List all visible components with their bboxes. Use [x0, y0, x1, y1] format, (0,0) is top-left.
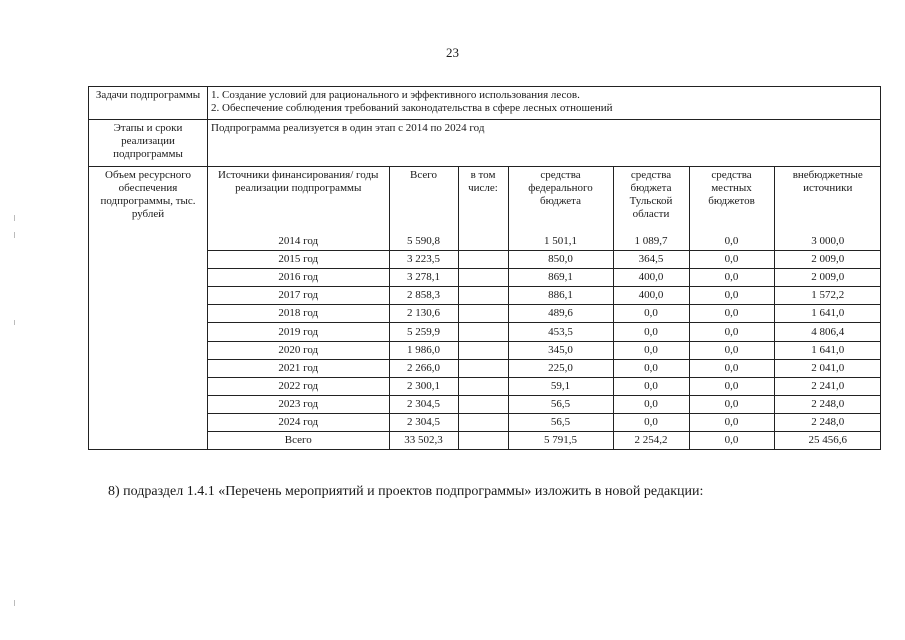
financing-row	[208, 395, 881, 413]
extra-cell: 25 456,6	[774, 432, 881, 450]
tasks-label: Задачи подпрограммы	[89, 87, 208, 120]
regional-cell: 0,0	[613, 305, 689, 323]
total-cell: 2 130,6	[389, 305, 458, 323]
header-including: в том числе:	[458, 167, 508, 233]
header-federal: средства федерального бюджета	[508, 167, 613, 233]
financing-row	[208, 233, 881, 251]
including-cell	[458, 251, 508, 269]
year-cell: 2014 год	[208, 233, 389, 251]
regional-cell: 0,0	[613, 377, 689, 395]
federal-cell: 850,0	[508, 251, 613, 269]
federal-cell: 345,0	[508, 341, 613, 359]
extra-cell: 2 248,0	[774, 413, 881, 431]
financing-row	[208, 432, 881, 450]
footer-instruction: 8) подраздел 1.4.1 «Перечень мероприятий и проектов подпрограммы» изложить в новой редакции:	[108, 484, 704, 499]
regional-cell: 0,0	[613, 359, 689, 377]
including-cell	[458, 413, 508, 431]
year-cell: 2019 год	[208, 323, 389, 341]
stages-row	[89, 120, 881, 167]
total-cell: 3 278,1	[389, 269, 458, 287]
regional-cell: 0,0	[613, 341, 689, 359]
subprogram-passport-table	[88, 86, 881, 450]
total-cell: 2 304,5	[389, 395, 458, 413]
task-line-2: 2. Обеспечение соблюдения требований законодательства в сфере лесных отношений	[211, 102, 613, 114]
regional-cell: 0,0	[613, 413, 689, 431]
year-cell: 2023 год	[208, 395, 389, 413]
federal-cell: 886,1	[508, 287, 613, 305]
local-cell: 0,0	[689, 287, 774, 305]
extra-cell: 4 806,4	[774, 323, 881, 341]
margin-mark	[14, 232, 15, 238]
financing-row	[208, 377, 881, 395]
year-cell: 2015 год	[208, 251, 389, 269]
year-cell: 2016 год	[208, 269, 389, 287]
extra-cell: 1 572,2	[774, 287, 881, 305]
extra-cell: 3 000,0	[774, 233, 881, 251]
federal-cell: 225,0	[508, 359, 613, 377]
including-cell	[458, 359, 508, 377]
total-cell: 2 300,1	[389, 377, 458, 395]
regional-cell: 400,0	[613, 269, 689, 287]
total-cell: 2 266,0	[389, 359, 458, 377]
total-cell: 1 986,0	[389, 341, 458, 359]
resources-row	[89, 167, 881, 450]
extra-cell: 1 641,0	[774, 305, 881, 323]
financing-row	[208, 287, 881, 305]
tasks-content	[208, 87, 881, 120]
year-cell: 2017 год	[208, 287, 389, 305]
page-number: 23	[446, 45, 459, 60]
including-cell	[458, 233, 508, 251]
year-cell: 2021 год	[208, 359, 389, 377]
including-cell	[458, 305, 508, 323]
regional-cell: 2 254,2	[613, 432, 689, 450]
federal-cell: 869,1	[508, 269, 613, 287]
federal-cell: 489,6	[508, 305, 613, 323]
financing-row	[208, 269, 881, 287]
header-sources: Источники финансирования/ годы реализации подпрограммы	[208, 167, 389, 233]
local-cell: 0,0	[689, 432, 774, 450]
header-total: Всего	[389, 167, 458, 233]
including-cell	[458, 395, 508, 413]
including-cell	[458, 269, 508, 287]
regional-cell: 1 089,7	[613, 233, 689, 251]
financing-table	[208, 167, 881, 449]
local-cell: 0,0	[689, 395, 774, 413]
stages-content: Подпрограмма реализуется в один этап с 2014 по 2024 год	[208, 120, 881, 167]
local-cell: 0,0	[689, 269, 774, 287]
regional-cell: 0,0	[613, 395, 689, 413]
financing-row	[208, 341, 881, 359]
total-cell: 33 502,3	[389, 432, 458, 450]
financing-row	[208, 359, 881, 377]
stages-label: Этапы и сроки реализации подпрограммы	[89, 120, 208, 167]
regional-cell: 0,0	[613, 323, 689, 341]
financing-cell	[208, 167, 881, 450]
year-cell: 2018 год	[208, 305, 389, 323]
header-extra: внебюджетные источники	[774, 167, 881, 233]
local-cell: 0,0	[689, 233, 774, 251]
header-regional: средства бюджета Тульской области	[613, 167, 689, 233]
financing-header-row	[208, 167, 881, 233]
header-local: средства местных бюджетов	[689, 167, 774, 233]
federal-cell: 1 501,1	[508, 233, 613, 251]
federal-cell: 56,5	[508, 395, 613, 413]
federal-cell: 59,1	[508, 377, 613, 395]
including-cell	[458, 341, 508, 359]
total-cell: 2 304,5	[389, 413, 458, 431]
regional-cell: 400,0	[613, 287, 689, 305]
extra-cell: 2 009,0	[774, 251, 881, 269]
extra-cell: 2 041,0	[774, 359, 881, 377]
resources-label: Объем ресурсного обеспечения подпрограммы, тыс. рублей	[89, 167, 208, 450]
margin-mark	[14, 600, 15, 606]
year-cell: 2022 год	[208, 377, 389, 395]
year-cell: Всего	[208, 432, 389, 450]
financing-row	[208, 251, 881, 269]
local-cell: 0,0	[689, 413, 774, 431]
including-cell	[458, 287, 508, 305]
total-cell: 5 259,9	[389, 323, 458, 341]
local-cell: 0,0	[689, 377, 774, 395]
federal-cell: 56,5	[508, 413, 613, 431]
financing-row	[208, 305, 881, 323]
extra-cell: 2 009,0	[774, 269, 881, 287]
extra-cell: 2 248,0	[774, 395, 881, 413]
including-cell	[458, 323, 508, 341]
local-cell: 0,0	[689, 359, 774, 377]
local-cell: 0,0	[689, 323, 774, 341]
extra-cell: 2 241,0	[774, 377, 881, 395]
including-cell	[458, 377, 508, 395]
local-cell: 0,0	[689, 305, 774, 323]
year-cell: 2024 год	[208, 413, 389, 431]
regional-cell: 364,5	[613, 251, 689, 269]
total-cell: 2 858,3	[389, 287, 458, 305]
margin-mark	[14, 320, 15, 325]
tasks-row	[89, 87, 881, 120]
margin-mark	[14, 215, 15, 221]
task-line-1: 1. Создание условий для рационального и эффективного использования лесов.	[211, 89, 580, 101]
year-cell: 2020 год	[208, 341, 389, 359]
total-cell: 5 590,8	[389, 233, 458, 251]
extra-cell: 1 641,0	[774, 341, 881, 359]
local-cell: 0,0	[689, 341, 774, 359]
including-cell	[458, 432, 508, 450]
financing-row	[208, 413, 881, 431]
total-cell: 3 223,5	[389, 251, 458, 269]
local-cell: 0,0	[689, 251, 774, 269]
federal-cell: 453,5	[508, 323, 613, 341]
federal-cell: 5 791,5	[508, 432, 613, 450]
financing-row	[208, 323, 881, 341]
